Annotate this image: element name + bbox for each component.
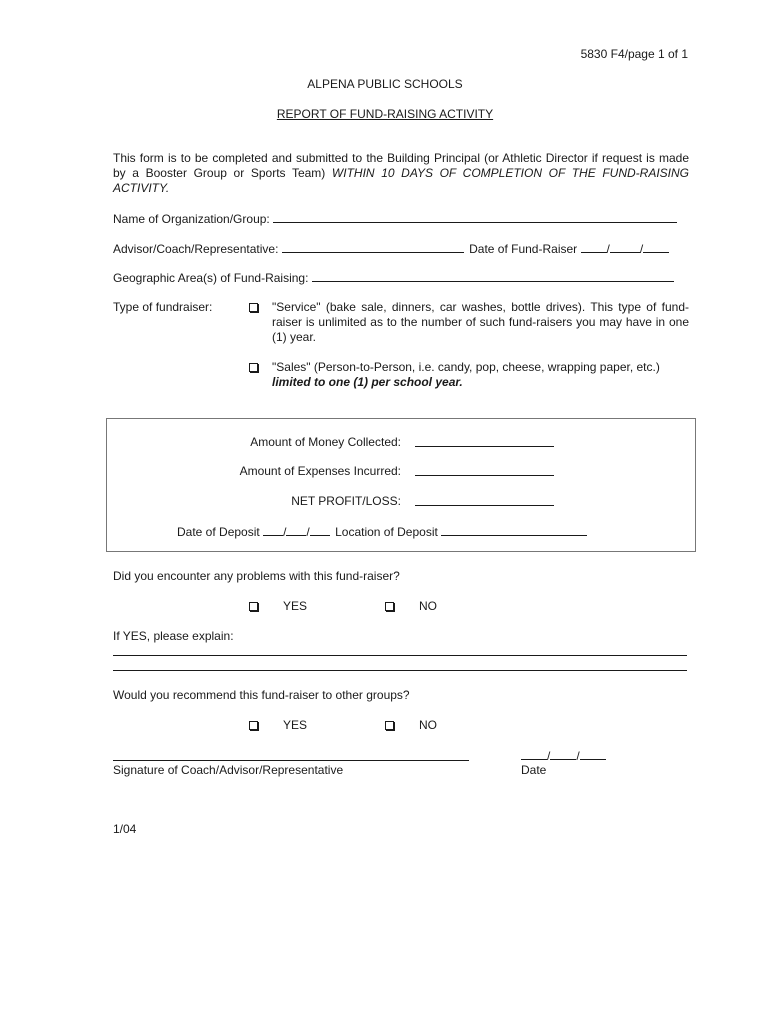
problems-no-checkbox[interactable] [385,602,394,611]
type-label: Type of fundraiser: [113,300,213,314]
advisor-label: Advisor/Coach/Representative: [113,242,279,256]
problems-question: Did you encounter any problems with this fund-raiser? [113,569,400,583]
signature-date-row: / / [521,748,606,763]
deposit-date-month[interactable] [263,524,283,536]
fundraiser-date-year[interactable] [643,241,669,253]
recommend-question: Would you recommend this fund-raiser to other groups? [113,688,410,702]
problems-no-label: NO [419,599,437,613]
deposit-date-year[interactable] [310,524,330,536]
explain-label: If YES, please explain: [113,629,234,643]
deposit-location-field[interactable] [441,524,587,536]
net-row [415,494,554,509]
fundraiser-date-day[interactable] [610,241,640,253]
signature-date-month[interactable] [521,748,547,760]
expenses-label: Amount of Expenses Incurred: [239,464,401,478]
collected-field[interactable] [415,435,554,447]
revision-date: 1/04 [113,822,137,836]
signature-date-day[interactable] [550,748,576,760]
fundraiser-date-label: Date of Fund-Raiser [469,242,578,256]
signature-date-year[interactable] [580,748,606,760]
service-option-text: "Service" (bake sale, dinners, car washes, bottle drives). This type of fund-raiser is unlimited as to the number of such fund-raisers you may have in one (1) year. [272,300,689,344]
area-row [113,270,674,285]
sales-checkbox[interactable] [249,363,258,372]
fundraiser-date-month[interactable] [581,241,607,253]
deposit-location-label: Location of Deposit [335,525,438,539]
service-checkbox[interactable] [249,303,258,312]
collected-label: Amount of Money Collected: [250,435,401,449]
problems-yes-label: YES [283,599,308,613]
signature-line[interactable] [113,760,469,761]
area-field[interactable] [312,270,674,282]
expenses-field[interactable] [415,464,554,476]
area-label: Geographic Area(s) of Fund-Raising: [113,271,309,285]
sales-option-text: "Sales" (Person-to-Person, i.e. candy, pop, cheese, wrapping paper, etc.) [272,360,660,374]
net-field[interactable] [415,494,554,506]
net-label: NET PROFIT/LOSS: [291,494,401,508]
explain-line-1[interactable] [113,655,687,656]
recommend-yes-checkbox[interactable] [249,721,258,730]
signature-label: Signature of Coach/Advisor/Representative [113,763,344,777]
recommend-no-checkbox[interactable] [385,721,394,730]
instructions-paragraph [113,151,689,196]
deposit-date-day[interactable] [286,524,306,536]
signature-date-label: Date [521,763,547,777]
advisor-row: Advisor/Coach/Representative: Date of Fund-Raiser / / [113,241,669,256]
advisor-field[interactable] [282,241,464,253]
page-title: REPORT OF FUND-RAISING ACTIVITY [276,107,494,121]
deposit-row: Date of Deposit / / Location of Deposit [177,524,587,539]
recommend-yes-label: YES [283,718,308,732]
recommend-no-label: NO [419,718,437,732]
deposit-date-label: Date of Deposit [177,525,260,539]
problems-yes-checkbox[interactable] [249,602,258,611]
school-name: ALPENA PUBLIC SCHOOLS [307,77,463,91]
instructions-deadline: WITHIN 10 DAYS OF COMPLETION OF THE FUND-RAISING ACTIVITY. [113,166,690,195]
expenses-row [415,464,554,479]
organization-field[interactable] [273,211,677,223]
organization-row [113,211,677,226]
form-reference: 5830 F4/page 1 of 1 [580,47,688,61]
instructions-text: This form is to be completed and submitted to the Building Principal (or Athletic Director if request is made by a Booster Group or Sports Team) [113,151,689,180]
explain-line-2[interactable] [113,670,687,671]
collected-row [415,435,554,450]
sales-option [272,360,689,390]
sales-limit-text: limited to one (1) per school year. [272,375,463,389]
organization-label: Name of Organization/Group: [113,212,270,226]
